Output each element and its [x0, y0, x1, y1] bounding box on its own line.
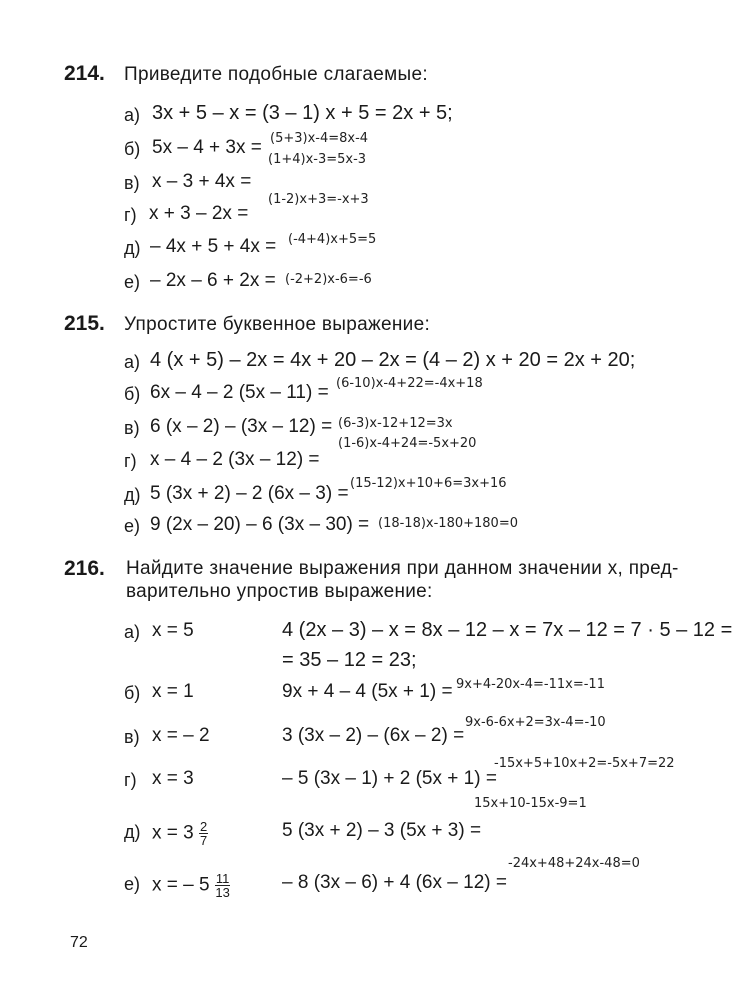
handwritten-answer: 9x+4-20x-4=-11x=-11: [456, 677, 605, 692]
exercise-task-216-line1: Найдите значение выражения при данном значении x, пред-: [126, 558, 679, 579]
handwritten-answer: (1-2)x+3=-x+3: [268, 192, 369, 207]
handwritten-answer: (18-18)x-180+180=0: [378, 516, 518, 531]
expression: 6 (x – 2) – (3x – 12) =: [150, 416, 333, 437]
fraction-denominator: 13: [215, 885, 230, 900]
exercise-number-216: 216.: [64, 557, 105, 580]
given-value-whole: x = 3: [152, 822, 194, 844]
handwritten-answer: (-4+4)x+5=5: [288, 232, 377, 247]
item-label: г): [124, 205, 137, 225]
item-label: а): [124, 352, 141, 372]
handwritten-answer: -24x+48+24x-48=0: [508, 856, 640, 871]
item-label: б): [124, 683, 141, 703]
item-label: г): [124, 770, 137, 790]
given-value: x = 3: [152, 768, 194, 789]
expression: 6x – 4 – 2 (5x – 11) =: [150, 382, 329, 403]
exercise-task-214: Приведите подобные слагаемые:: [124, 64, 428, 85]
expression: x – 3 + 4x =: [152, 171, 252, 192]
expression: – 4x + 5 + 4x =: [150, 236, 277, 257]
given-value: x = – 2: [152, 725, 210, 746]
given-value: [152, 820, 208, 847]
item-label: д): [124, 822, 141, 842]
given-value: x = 5: [152, 620, 194, 641]
item-label: д): [124, 485, 141, 505]
item-label: а): [124, 105, 141, 125]
handwritten-answer: (6-3)x-12+12=3x: [338, 416, 453, 431]
expression-continued: = 35 – 12 = 23;: [282, 649, 417, 671]
handwritten-answer: (1-6)x-4+24=-5x+20: [338, 436, 477, 451]
fraction: [215, 872, 231, 899]
given-value: [152, 872, 230, 899]
expression: 9x + 4 – 4 (5x + 1) =: [282, 681, 453, 702]
fraction-numerator: 2: [200, 819, 208, 834]
item-label: б): [124, 384, 141, 404]
given-value: x = 1: [152, 681, 194, 702]
expression: – 2x – 6 + 2x =: [150, 270, 276, 291]
item-label: в): [124, 727, 140, 747]
item-label: в): [124, 173, 140, 193]
expression: 5 (3x + 2) – 3 (5x + 3) =: [282, 820, 482, 841]
handwritten-answer: (1+4)x-3=5x-3: [268, 152, 367, 167]
expression: 4 (2x – 3) – x = 8x – 12 – x = 7x – 12 = 7 · 5 – 12 =: [282, 619, 733, 641]
handwritten-answer: -15x+5+10x+2=-5x+7=22: [494, 756, 675, 771]
expression: 3x + 5 – x = (3 – 1) x + 5 = 2x + 5;: [152, 102, 453, 124]
handwritten-answer: 15x+10-15x-9=1: [474, 796, 587, 811]
item-label: б): [124, 139, 141, 159]
page-number: 72: [70, 934, 88, 951]
expression: x – 4 – 2 (3x – 12) =: [150, 449, 320, 470]
expression: – 8 (3x – 6) + 4 (6x – 12) =: [282, 872, 507, 893]
item-label: а): [124, 622, 141, 642]
item-label: г): [124, 451, 137, 471]
item-label: е): [124, 516, 141, 536]
item-label: е): [124, 874, 141, 894]
handwritten-answer: (15-12)x+10+6=3x+16: [350, 476, 507, 491]
expression: 3 (3x – 2) – (6x – 2) =: [282, 725, 465, 746]
exercise-number-214: 214.: [64, 62, 105, 85]
item-label: е): [124, 272, 141, 292]
expression: – 5 (3x – 1) + 2 (5x + 1) =: [282, 768, 497, 789]
fraction: [199, 820, 208, 847]
expression: 5 (3x + 2) – 2 (6x – 3) =: [150, 483, 349, 504]
exercise-task-216-line2: варительно упростив выражение:: [126, 581, 433, 602]
handwritten-answer: (5+3)x-4=8x-4: [270, 131, 369, 146]
expression: 9 (2x – 20) – 6 (3x – 30) =: [150, 514, 370, 535]
exercise-task-215: Упростите буквенное выражение:: [124, 314, 431, 335]
fraction-denominator: 7: [200, 833, 208, 848]
handwritten-answer: (-2+2)x-6=-6: [285, 272, 372, 287]
item-label: в): [124, 418, 140, 438]
handwritten-answer: (6-10)x-4+22=-4x+18: [336, 376, 483, 391]
expression: x + 3 – 2x =: [149, 203, 249, 224]
expression: 5x – 4 + 3x =: [152, 137, 262, 158]
handwritten-answer: 9x-6-6x+2=3x-4=-10: [465, 715, 606, 730]
item-label: д): [124, 238, 141, 258]
fraction-numerator: 11: [215, 871, 230, 886]
given-value-whole: x = – 5: [152, 874, 210, 896]
exercise-number-215: 215.: [64, 312, 105, 335]
expression: 4 (x + 5) – 2x = 4x + 20 – 2x = (4 – 2) x + 20 = 2x + 20;: [150, 349, 636, 371]
